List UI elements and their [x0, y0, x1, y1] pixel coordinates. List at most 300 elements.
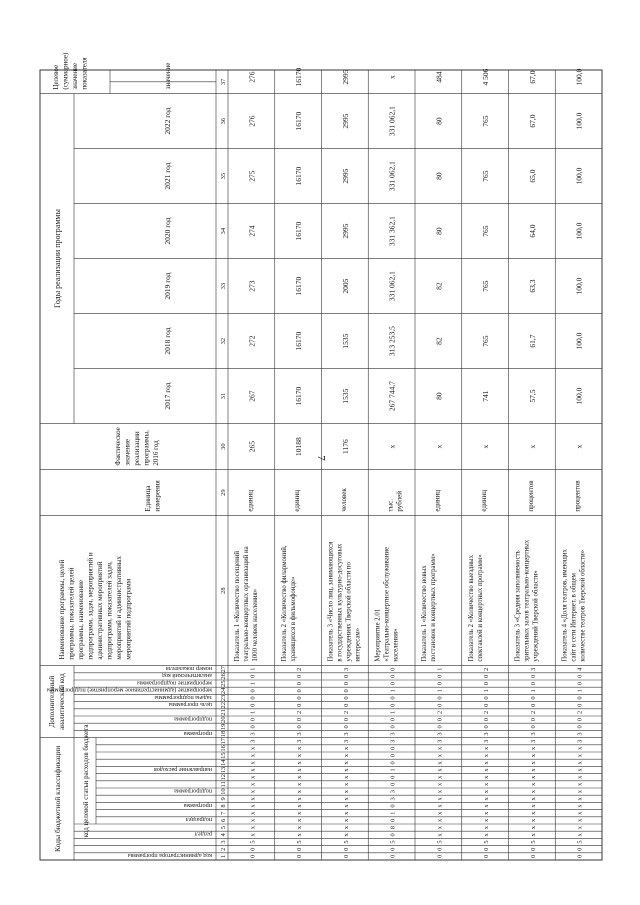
code-cell: 2 [436, 710, 444, 715]
col-number-37: 37 [220, 78, 227, 86]
row-fact: 1176 [340, 439, 350, 454]
code-cell: x [436, 753, 444, 758]
code-cell: x [483, 775, 491, 779]
code-cell: x [249, 761, 257, 765]
row-year-value: 313 253,5 [387, 326, 397, 357]
code-cell: 0 [296, 689, 304, 693]
row-year-value: 273 [247, 280, 257, 292]
col-number-18: 18 [220, 730, 227, 738]
code-cell: 0 [249, 725, 257, 729]
code-cell: 3 [342, 732, 350, 736]
code-cell: x [249, 833, 257, 837]
code-cell: 0 [296, 696, 304, 700]
code-cell: 0 [389, 833, 397, 837]
code-cell: x [576, 818, 584, 823]
row-fact: 10188 [294, 437, 304, 456]
code-cell: 0 [342, 689, 350, 693]
code-cell: 0 [342, 696, 350, 700]
fact-header: Фактическое значение реализации программы, 2016 год [114, 427, 160, 466]
code-cell: 1 [436, 667, 444, 671]
row-fact: х [387, 444, 397, 449]
code-cell: x [436, 797, 444, 801]
code-cell: x [529, 804, 537, 808]
code-cell: 0 [249, 854, 257, 859]
row-target: 2995 [340, 69, 350, 85]
row-year-value: 100,0 [574, 112, 584, 130]
code-cell: 1 [529, 689, 537, 693]
row-year-value: 82 [434, 282, 444, 290]
year-header-4: 2021 год [163, 162, 172, 190]
code-cell: 0 [436, 847, 444, 851]
code-header-11: мероприятие подпрограммы [137, 679, 212, 687]
code-cell: 0 [483, 725, 491, 729]
row-fact: 265 [247, 440, 257, 453]
col-number-16: 16 [220, 745, 227, 752]
code-cell: x [483, 782, 491, 787]
code-cell: 4 [576, 667, 584, 671]
dop-header-1: Дополнительный [48, 675, 56, 728]
col-number-12: 12 [220, 773, 227, 781]
code-cell: x [296, 746, 304, 751]
code-cell: x [296, 833, 304, 837]
code-cell: x [529, 825, 537, 830]
code-cell: x [296, 768, 304, 772]
code-cell: x [296, 804, 304, 808]
code-header-1: раздел [194, 830, 212, 838]
code-cell: 2 [342, 710, 350, 715]
code-cell: 0 [576, 703, 584, 707]
code-cell: x [249, 775, 257, 779]
row-unit: процентов [573, 480, 582, 512]
code-cell: x [529, 833, 537, 837]
code-cell: x [436, 768, 444, 772]
col-number-6: 6 [220, 818, 227, 823]
code-cell: 0 [389, 818, 397, 823]
code-cell: x [483, 833, 491, 837]
code-cell: x [296, 761, 304, 765]
code-cell: x [342, 804, 350, 808]
col-number-20: 20 [220, 716, 227, 723]
code-cell: 0 [576, 847, 584, 851]
code-cell: x [249, 818, 257, 823]
code-cell: 0 [389, 725, 397, 729]
code-cell: 0 [249, 703, 257, 707]
row-year-value: 100,0 [574, 167, 584, 185]
code-header-10: мероприятие (административное мероприятие) подпрограммы [46, 686, 212, 694]
code-cell: 0 [529, 847, 537, 851]
code-cell: 0 [389, 753, 397, 758]
code-cell: 0 [529, 725, 537, 729]
code-cell: x [249, 753, 257, 758]
kbk-header: Коды бюджетной классификации [53, 745, 62, 852]
row-year-value: 765 [481, 280, 491, 292]
row-name: Показатель 3 «Средняя заполняемость зрительных залов театрально-концертных учреждений Тверской области» [514, 539, 540, 662]
code-cell: 0 [436, 725, 444, 729]
row-year-value: 276 [247, 115, 257, 127]
code-cell: 0 [436, 696, 444, 700]
code-cell: 3 [342, 739, 350, 743]
row-name: Показатель 3 «Число лиц, занимающихся в государственных культурно-досуговых учреждениях Тверской области по интересам» [327, 541, 362, 662]
row-year-value: 741 [481, 390, 491, 402]
code-cell: 2 [483, 710, 491, 715]
code-cell: x [436, 761, 444, 765]
row-name: Показатель 1 «Количество новых постановок и концертных программ» [421, 553, 437, 662]
code-cell: x [249, 825, 257, 830]
code-cell: 0 [389, 717, 397, 722]
code-cell: 0 [529, 674, 537, 679]
code-cell: 3 [529, 732, 537, 736]
code-cell: x [342, 789, 350, 794]
code-cell: x [529, 775, 537, 779]
code-cell: 0 [249, 696, 257, 700]
code-cell: x [249, 782, 257, 787]
col-number-24: 24 [220, 687, 227, 695]
code-cell: 5 [296, 840, 304, 844]
code-cell: x [436, 833, 444, 837]
row-year-value: 1535 [340, 333, 350, 349]
code-cell: 1 [483, 689, 491, 693]
code-cell: 5 [389, 840, 397, 844]
code-cell: 0 [296, 681, 304, 686]
row-year-value: 2995 [340, 168, 350, 184]
row-name: Показатель 2 «Количество филармоний, хранящихся в фильмофонде» [280, 545, 297, 662]
code-cell: x [529, 746, 537, 751]
col-number-31: 31 [220, 392, 227, 400]
code-cell: 3 [436, 739, 444, 743]
code-header-13: номер показателя [165, 665, 212, 673]
code-cell: x [483, 797, 491, 801]
code-cell: x [576, 789, 584, 794]
table-text [46, 52, 587, 859]
code-header-8: цель программы [168, 701, 212, 709]
row-year-value: 765 [481, 335, 491, 347]
code-cell: 2 [296, 710, 304, 715]
year-header-0: 2017 год [163, 382, 172, 410]
code-cell: 0 [483, 696, 491, 700]
row-unit: тыс.рублей [386, 491, 404, 512]
code-cell: x [342, 825, 350, 830]
code-cell: 2 [529, 710, 537, 715]
year-header-5: 2022 год [163, 107, 172, 135]
code-cell: 0 [436, 717, 444, 722]
col-number-21: 21 [220, 709, 227, 716]
col-number-29: 29 [220, 489, 227, 496]
row-year-value: 16170 [294, 386, 304, 406]
code-cell: x [529, 818, 537, 823]
code-cell: 0 [296, 725, 304, 729]
code-cell: 0 [249, 689, 257, 693]
code-cell: 1 [389, 689, 397, 693]
row-year-value: 80 [434, 227, 444, 235]
code-cell: 0 [576, 854, 584, 859]
years-header: Годы реализации программы [53, 209, 62, 309]
row-unit: единиц [293, 490, 302, 512]
row-year-value: 100,0 [574, 277, 584, 295]
code-header-9: задача подпрограммы [154, 693, 212, 701]
row-year-value: 80 [434, 392, 444, 400]
code-cell: x [576, 775, 584, 779]
code-cell: x [342, 746, 350, 751]
code-cell: 3 [529, 667, 537, 671]
row-unit: человек [339, 488, 348, 512]
code-cell: 0 [389, 775, 397, 779]
col-number-26: 26 [220, 673, 227, 680]
col-number-1: 1 [220, 854, 227, 859]
row-year-value: 275 [247, 170, 257, 182]
col-number-22: 22 [220, 701, 227, 709]
code-cell: x [576, 761, 584, 765]
code-cell: x [249, 768, 257, 772]
code-cell: 0 [483, 681, 491, 686]
code-cell: 0 [576, 674, 584, 679]
kcsr-header: код целевой статьи расходов бюджета [82, 724, 90, 838]
code-cell: 0 [389, 674, 397, 679]
code-cell: x [436, 775, 444, 779]
row-year-value: 1535 [340, 388, 350, 404]
code-cell: 0 [436, 703, 444, 707]
code-cell: 0 [483, 717, 491, 722]
code-cell: x [249, 804, 257, 808]
code-cell: x [296, 782, 304, 787]
code-cell: 3 [436, 732, 444, 736]
code-cell: 3 [389, 732, 397, 736]
code-cell: 0 [389, 782, 397, 787]
code-cell: x [529, 761, 537, 765]
code-cell: x [296, 825, 304, 830]
row-fact: х [434, 444, 444, 449]
code-cell: 0 [249, 847, 257, 851]
row-target: 276 [247, 71, 257, 83]
code-cell: 0 [483, 854, 491, 859]
row-year-value: 331 062,1 [387, 161, 397, 192]
code-cell: x [529, 753, 537, 758]
code-cell: x [296, 789, 304, 794]
row-year-value: 16170 [294, 111, 304, 131]
row-year-value: 16170 [294, 221, 304, 241]
code-cell: 3 [249, 739, 257, 743]
code-cell: x [296, 775, 304, 779]
year-header-3: 2020 год [163, 217, 172, 245]
code-cell: x [342, 768, 350, 772]
row-fact: х [481, 444, 491, 449]
code-cell: x [576, 746, 584, 751]
col-number-33: 33 [220, 282, 227, 290]
year-header-1: 2018 год [163, 327, 172, 355]
code-cell: x [296, 797, 304, 801]
code-cell: 3 [389, 739, 397, 743]
code-cell: 0 [342, 847, 350, 851]
target-value-header: значение [164, 62, 172, 90]
code-header-2: подраздел [185, 816, 212, 824]
code-cell: x [342, 797, 350, 801]
code-header-0: код администратора программы [127, 852, 212, 860]
code-cell: x [436, 782, 444, 787]
code-cell: x [342, 782, 350, 787]
row-year-value: 2995 [340, 113, 350, 129]
code-cell: 1 [389, 768, 397, 772]
row-year-value: 16170 [294, 276, 304, 296]
code-cell: 1 [436, 689, 444, 693]
code-cell: x [483, 818, 491, 823]
code-cell: 3 [483, 739, 491, 743]
code-header-4: подпрограмма [174, 787, 212, 795]
code-header-5: направление расходов [153, 765, 212, 773]
code-cell: 0 [576, 681, 584, 686]
row-year-value: 765 [481, 115, 491, 127]
code-cell: 1 [389, 710, 397, 715]
code-cell: 0 [483, 847, 491, 851]
row-year-value: 16170 [294, 166, 304, 186]
row-target: 484 [434, 71, 444, 83]
code-cell: 0 [342, 703, 350, 707]
code-cell: 0 [389, 703, 397, 707]
code-cell: 0 [389, 746, 397, 751]
col-number-28: 28 [220, 587, 227, 594]
col-number-5: 5 [220, 825, 227, 830]
row-year-value: 331 062,1 [387, 271, 397, 302]
row-name: Показатель 1 «Количество посещений театрально-концертных организаций на 1000 человек населения» [234, 546, 259, 662]
code-cell: 0 [296, 674, 304, 679]
row-year-value: 61,7 [527, 334, 537, 348]
row-name: Показатель 4 «Доля театров, имеющих сайт в сети Интернет, в общем количестве театров Тверской области» [561, 549, 587, 662]
code-cell: x [529, 797, 537, 801]
row-year-value: 100,0 [574, 387, 584, 405]
code-cell: x [342, 818, 350, 823]
code-cell: 5 [483, 840, 491, 844]
code-cell: 3 [576, 732, 584, 736]
code-cell: 0 [296, 854, 304, 859]
col-number-23: 23 [220, 694, 227, 702]
code-cell: 3 [342, 667, 350, 671]
code-cell: 3 [389, 797, 397, 801]
code-cell: 0 [436, 854, 444, 859]
code-cell: x [342, 833, 350, 837]
code-cell: x [342, 775, 350, 779]
code-cell: x [576, 804, 584, 808]
col-number-4: 4 [220, 833, 227, 837]
code-header-6: программа [183, 729, 212, 737]
row-year-value: 331 062,1 [387, 106, 397, 137]
code-cell: 3 [576, 739, 584, 743]
row-year-value: 80 [434, 172, 444, 180]
code-cell: 1 [576, 689, 584, 693]
code-cell: 1 [249, 710, 257, 715]
code-header-12: аналитический код [162, 672, 212, 680]
code-cell: x [576, 768, 584, 772]
row-target: х [387, 75, 397, 79]
row-year-value: 2005 [340, 278, 350, 294]
row-year-value: 64,0 [527, 224, 537, 238]
row-unit: процентов [526, 480, 535, 512]
code-cell: 5 [529, 840, 537, 844]
code-cell: 0 [389, 761, 397, 765]
unit-header: Единица измерения [144, 480, 162, 512]
target-header: Целевое (суммарное) значение показателя [52, 52, 89, 90]
row-year-value: 57,5 [527, 389, 537, 403]
code-cell: 0 [249, 674, 257, 679]
code-cell: 0 [342, 681, 350, 686]
code-cell: x [436, 818, 444, 823]
code-cell: x [296, 818, 304, 823]
row-year-value: 82 [434, 337, 444, 345]
row-year-value: 267 744,7 [387, 381, 397, 412]
row-year-value: 63,3 [527, 279, 537, 293]
row-year-value: 765 [481, 170, 491, 182]
col-number-30: 30 [220, 443, 227, 450]
row-year-value: 100,0 [574, 332, 584, 350]
col-number-10: 10 [220, 788, 227, 795]
col-number-14: 14 [220, 759, 227, 767]
col-number-27: 27 [220, 665, 227, 673]
row-fact: х [574, 444, 584, 449]
code-cell: x [296, 811, 304, 815]
code-cell: 0 [529, 717, 537, 722]
code-cell: x [436, 746, 444, 751]
row-year-value: 80 [434, 117, 444, 125]
code-cell: 0 [483, 674, 491, 679]
row-year-value: 274 [247, 225, 257, 237]
code-cell: 3 [296, 732, 304, 736]
code-cell: 0 [576, 696, 584, 700]
code-cell: 0 [342, 725, 350, 729]
code-cell: 0 [389, 667, 397, 671]
code-cell: x [436, 825, 444, 830]
code-cell: 0 [483, 703, 491, 707]
col-number-25: 25 [220, 680, 227, 687]
code-cell: 3 [389, 789, 397, 794]
dop-header-2: аналитический код [58, 673, 66, 730]
code-cell: 1 [389, 811, 397, 815]
code-cell: 5 [436, 840, 444, 844]
row-year-value: 16170 [294, 331, 304, 351]
code-cell: x [576, 833, 584, 837]
year-header-2: 2019 год [163, 272, 172, 300]
row-year-value: 267 [247, 390, 257, 402]
program-table [40, 52, 602, 860]
code-cell: 3 [483, 732, 491, 736]
row-year-value: 65,0 [527, 169, 537, 183]
code-header-3: программа [183, 801, 212, 809]
code-cell: 0 [436, 681, 444, 686]
code-cell: 0 [342, 854, 350, 859]
col-number-36: 36 [220, 117, 227, 125]
col-number-34: 34 [220, 227, 227, 235]
code-cell: x [249, 811, 257, 815]
row-target: 67,0 [527, 70, 537, 84]
code-cell: x [529, 782, 537, 787]
row-unit: единиц [246, 490, 255, 512]
row-target: 16170 [294, 67, 304, 87]
code-cell: x [342, 753, 350, 758]
code-cell: x [436, 789, 444, 794]
code-cell: 3 [249, 732, 257, 736]
code-cell: 0 [529, 681, 537, 686]
row-year-value: 272 [247, 335, 257, 347]
row-year-value: 100,0 [574, 222, 584, 240]
row-fact: х [527, 444, 537, 449]
code-header-7: подпрограмма [174, 715, 212, 723]
code-cell: 0 [389, 847, 397, 851]
col-number-9: 9 [220, 797, 227, 801]
code-cell: 2 [296, 667, 304, 671]
code-cell: 0 [296, 703, 304, 707]
code-cell: x [249, 789, 257, 794]
code-cell: x [342, 761, 350, 765]
code-cell: 0 [296, 847, 304, 851]
col-number-35: 35 [220, 172, 227, 180]
col-number-8: 8 [220, 804, 227, 808]
code-cell: x [436, 804, 444, 808]
